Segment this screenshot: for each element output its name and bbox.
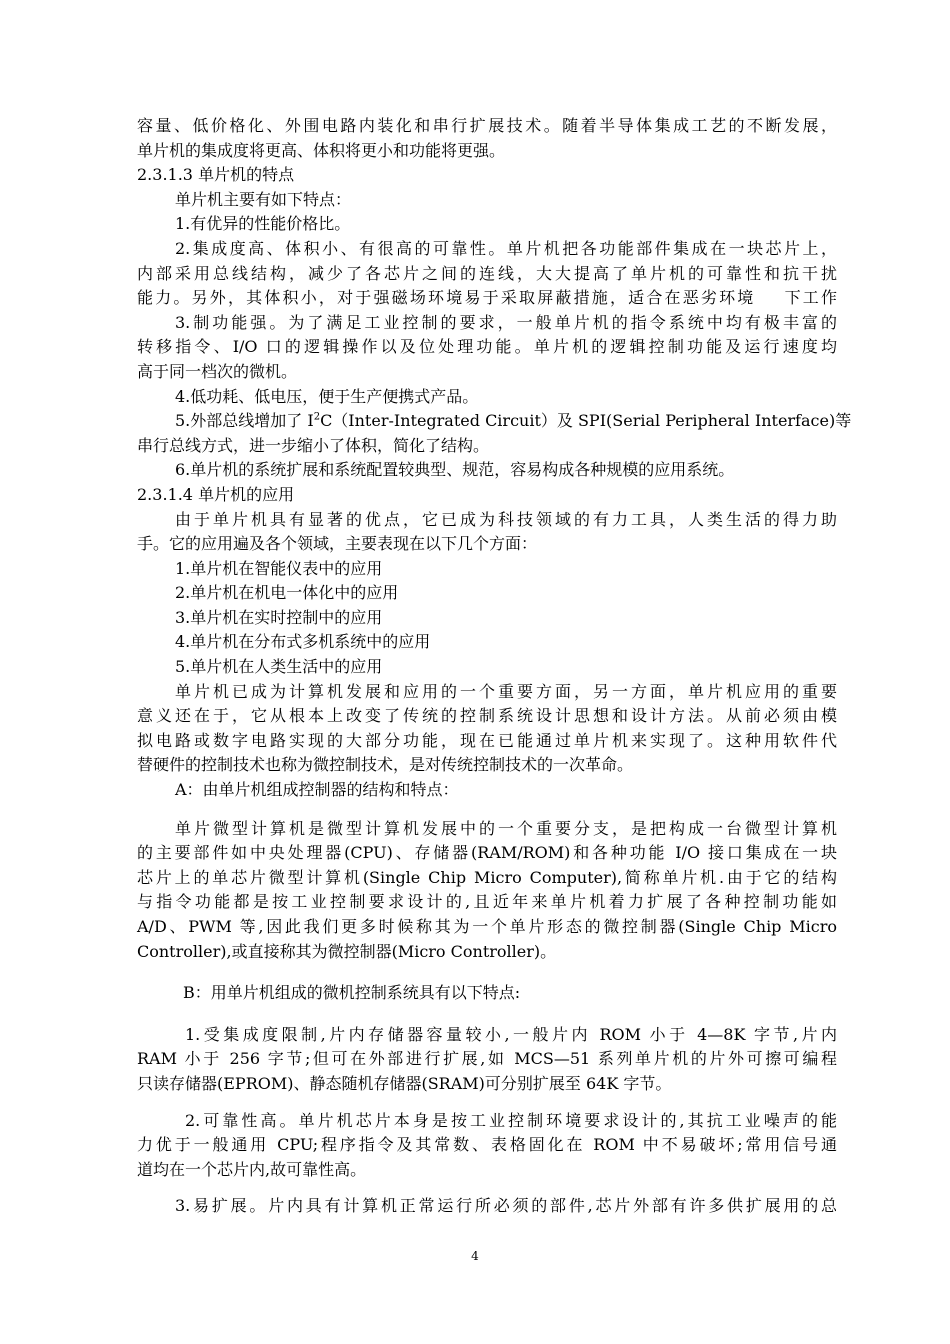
text-line: 的主要部件如中央处理器(CPU)、存储器(RAM/ROM)和各种功能 I/O 接口集成在一块: [137, 843, 837, 863]
part-a-heading: A：由单片机组成控制器的结构和特点：: [175, 780, 459, 800]
text-line: 容量、低价格化、外围电路内装化和串行扩展技术。随着半导体集成工艺的不断发展，: [137, 116, 837, 135]
text-line: 芯片上的单芯片微型计算机(Single Chip Micro Computer),简称单片机.由于它的结构: [137, 867, 837, 887]
document-body: [137, 114, 852, 1219]
applications-summary: [137, 680, 837, 778]
part-b-point-1: [137, 1023, 837, 1097]
superscript-two: 2: [313, 411, 321, 423]
text-line: Controller),或直接称其为微控制器(Micro Controller)。: [137, 941, 557, 961]
page-number: 4: [471, 1249, 479, 1263]
part-a-body: [137, 817, 837, 965]
text-line: 3.制功能强。为了满足工业控制的要求，一般单片机的指令系统中均有极丰富的: [175, 312, 837, 332]
feature-item-3: [137, 311, 837, 385]
text-line: 力优于一般通用 CPU;程序指令及其常数、表格固化在 ROM 中不易破坏;常用信号通: [137, 1135, 837, 1155]
text-line: 意义还在于，它从根本上改变了传统的控制系统设计思想和设计方法。从前必须由模: [137, 706, 837, 726]
application-item: 5.单片机在人类生活中的应用: [175, 657, 383, 677]
application-item: 4.单片机在分布式多机系统中的应用: [175, 632, 431, 652]
applications-intro: [137, 508, 837, 557]
text-line: 只读存储器(EPROM)、静态随机存储器(SRAM)可分别扩展至 64K 字节。: [137, 1073, 672, 1093]
feature-item-2: [137, 237, 837, 311]
text-line: 由于单片机具有显著的优点，它已成为科技领域的有力工具，人类生活的得力助: [175, 509, 837, 529]
part-b-point-2: [137, 1109, 837, 1183]
text-line: 道均在一个芯片内,故可靠性高。: [137, 1159, 367, 1179]
feature-item-5: [137, 409, 852, 458]
application-item: 3.单片机在实时控制中的应用: [175, 607, 383, 627]
text-line: 手。它的应用遍及各个领域，主要表现在以下几个方面：: [137, 534, 538, 554]
text-line: 与指令功能都是按工业控制要求设计的,且近年来单片机着力扩展了各种控制功能如: [137, 892, 837, 912]
text-line: 1.受集成度限制,片内存储器容量较小,一般片内 ROM 小于 4—8K 字节,片内: [185, 1024, 837, 1044]
text-line: A/D、PWM 等,因此我们更多时候称其为一个单片形态的微控制器(Single Chip Micro: [137, 917, 837, 936]
continued-paragraph: [137, 114, 837, 163]
item5-text-after: C（Inter-Integrated Circuit）及 SPI(Serial Peripheral Interface)等: [320, 411, 852, 431]
text-line: 2.集成度高、体积小、有很高的可靠性。单片机把各功能部件集成在一块芯片上，: [175, 238, 837, 258]
feature-item-4: 4.低功耗、低电压，便于生产便携式产品。: [175, 386, 479, 406]
text-line: 串行总线方式，进一步缩小了体积，简化了结构。: [137, 435, 490, 455]
text-line: 单片微型计算机是微型计算机发展中的一个重要分支，是把构成一台微型计算机: [175, 818, 837, 838]
feature-item-6: 6.单片机的系统扩展和系统配置较典型、规范，容易构成各种规模的应用系统。: [175, 460, 735, 480]
text-line: 3.易扩展。片内具有计算机正常运行所必须的部件,芯片外部有许多供扩展用的总: [175, 1196, 837, 1216]
features-intro: 单片机主要有如下特点：: [175, 189, 352, 209]
text-line: 高于同一档次的微机。: [137, 361, 298, 381]
text-line: 能力。另外，其体积小，对于强磁场环境易于采取屏蔽措施，适合在恶劣环境 下工作: [137, 288, 837, 308]
text-line: 单片机已成为计算机发展和应用的一个重要方面，另一方面，单片机应用的重要: [175, 681, 837, 701]
text-line: 内部采用总线结构，减少了各芯片之间的连线，大大提高了单片机的可靠性和抗干扰: [137, 263, 837, 283]
text-line: 转移指令、I/O 口的逻辑操作以及位处理功能。单片机的逻辑控制功能及运行速度均: [137, 337, 837, 357]
application-item: 1.单片机在智能仪表中的应用: [175, 558, 383, 578]
feature-item-1: 1.有优异的性能价格比。: [175, 214, 351, 234]
text-line: 单片机的集成度将更高、体积将更小和功能将更强。: [137, 140, 506, 160]
text-line: [137, 409, 852, 434]
part-b-point-3: [137, 1194, 837, 1219]
text-line: 2.可靠性高。单片机芯片本身是按工业控制环境要求设计的,其抗工业噪声的能: [185, 1110, 837, 1130]
application-item: 2.单片机在机电一体化中的应用: [175, 583, 399, 603]
item5-text-before: 5.外部总线增加了 I: [175, 411, 314, 431]
section-heading-applications: 2.3.1.4 单片机的应用: [137, 484, 295, 504]
section-heading-features: 2.3.1.3 单片机的特点: [137, 165, 295, 185]
text-line: RAM 小于 256 字节;但可在外部进行扩展,如 MCS—51 系列单片机的片外可擦可编程: [137, 1049, 837, 1069]
part-b-heading: B：用单片机组成的微机控制系统具有以下特点:: [183, 983, 521, 1003]
text-line: 替硬件的控制技术也称为微控制技术，是对传统控制技术的一次革命。: [137, 755, 634, 775]
text-line: 拟电路或数字电路实现的大部分功能，现在已能通过单片机来实现了。这种用软件代: [137, 730, 837, 750]
